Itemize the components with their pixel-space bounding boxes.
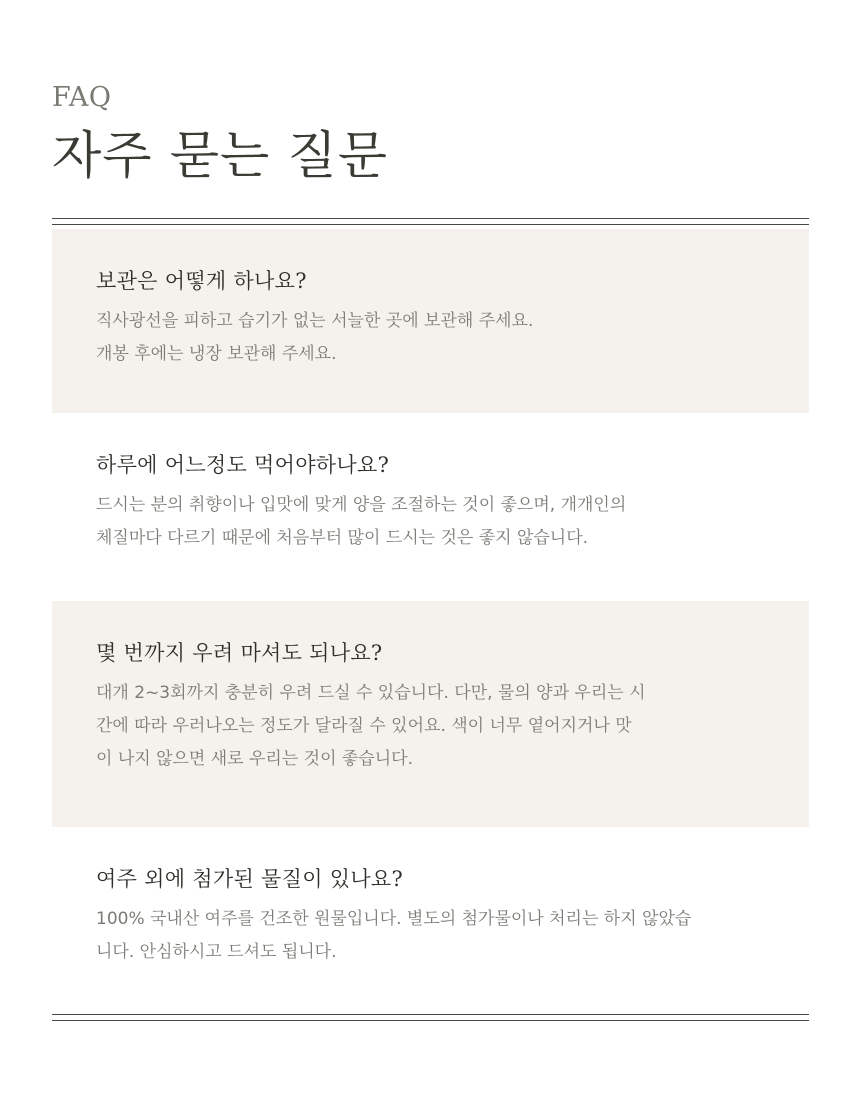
answer-line: 대개 2~3회까지 충분히 우려 드실 수 있습니다. 다만, 물의 양과 우리는 시: [96, 683, 646, 703]
faq-answer: [96, 305, 765, 371]
bottom-double-rule: [52, 1014, 809, 1021]
answer-line: 체질마다 다르기 때문에 처음부터 많이 드시는 것은 좋지 않습니다.: [96, 528, 589, 548]
faq-list: [52, 229, 809, 1001]
faq-item-additives: [52, 827, 809, 1001]
page-title: 자주 묻는 질문: [52, 127, 389, 186]
faq-answer: [96, 489, 765, 555]
section-eyebrow: FAQ: [52, 82, 112, 113]
answer-line: 드시는 분의 취향이나 입맛에 맞게 양을 조절하는 것이 좋으며, 개개인의: [96, 495, 627, 515]
faq-item-daily-amount: [52, 413, 809, 601]
faq-question: 보관은 어떻게 하나요?: [96, 269, 307, 293]
answer-line: 니다. 안심하시고 드셔도 됩니다.: [96, 942, 337, 962]
faq-question: 여주 외에 첨가된 물질이 있나요?: [96, 867, 404, 891]
answer-line: 간에 따라 우러나오는 정도가 달라질 수 있어요. 색이 너무 옅어지거나 맛: [96, 716, 632, 736]
answer-line: 개봉 후에는 냉장 보관해 주세요.: [96, 344, 337, 364]
faq-question: 하루에 어느정도 먹어야하나요?: [96, 453, 390, 477]
faq-item-brewing: [52, 601, 809, 827]
faq-item-storage: [52, 229, 809, 413]
faq-answer: [96, 677, 765, 776]
answer-line: 직사광선을 피하고 습기가 없는 서늘한 곳에 보관해 주세요.: [96, 311, 534, 331]
answer-line: 이 나지 않으면 새로 우리는 것이 좋습니다.: [96, 749, 414, 769]
top-double-rule: [52, 218, 809, 225]
faq-answer: [96, 903, 765, 969]
answer-line: 100% 국내산 여주를 건조한 원물입니다. 별도의 첨가물이나 처리는 하지 않았습: [96, 909, 692, 929]
faq-question: 몇 번까지 우려 마셔도 되나요?: [96, 641, 383, 665]
